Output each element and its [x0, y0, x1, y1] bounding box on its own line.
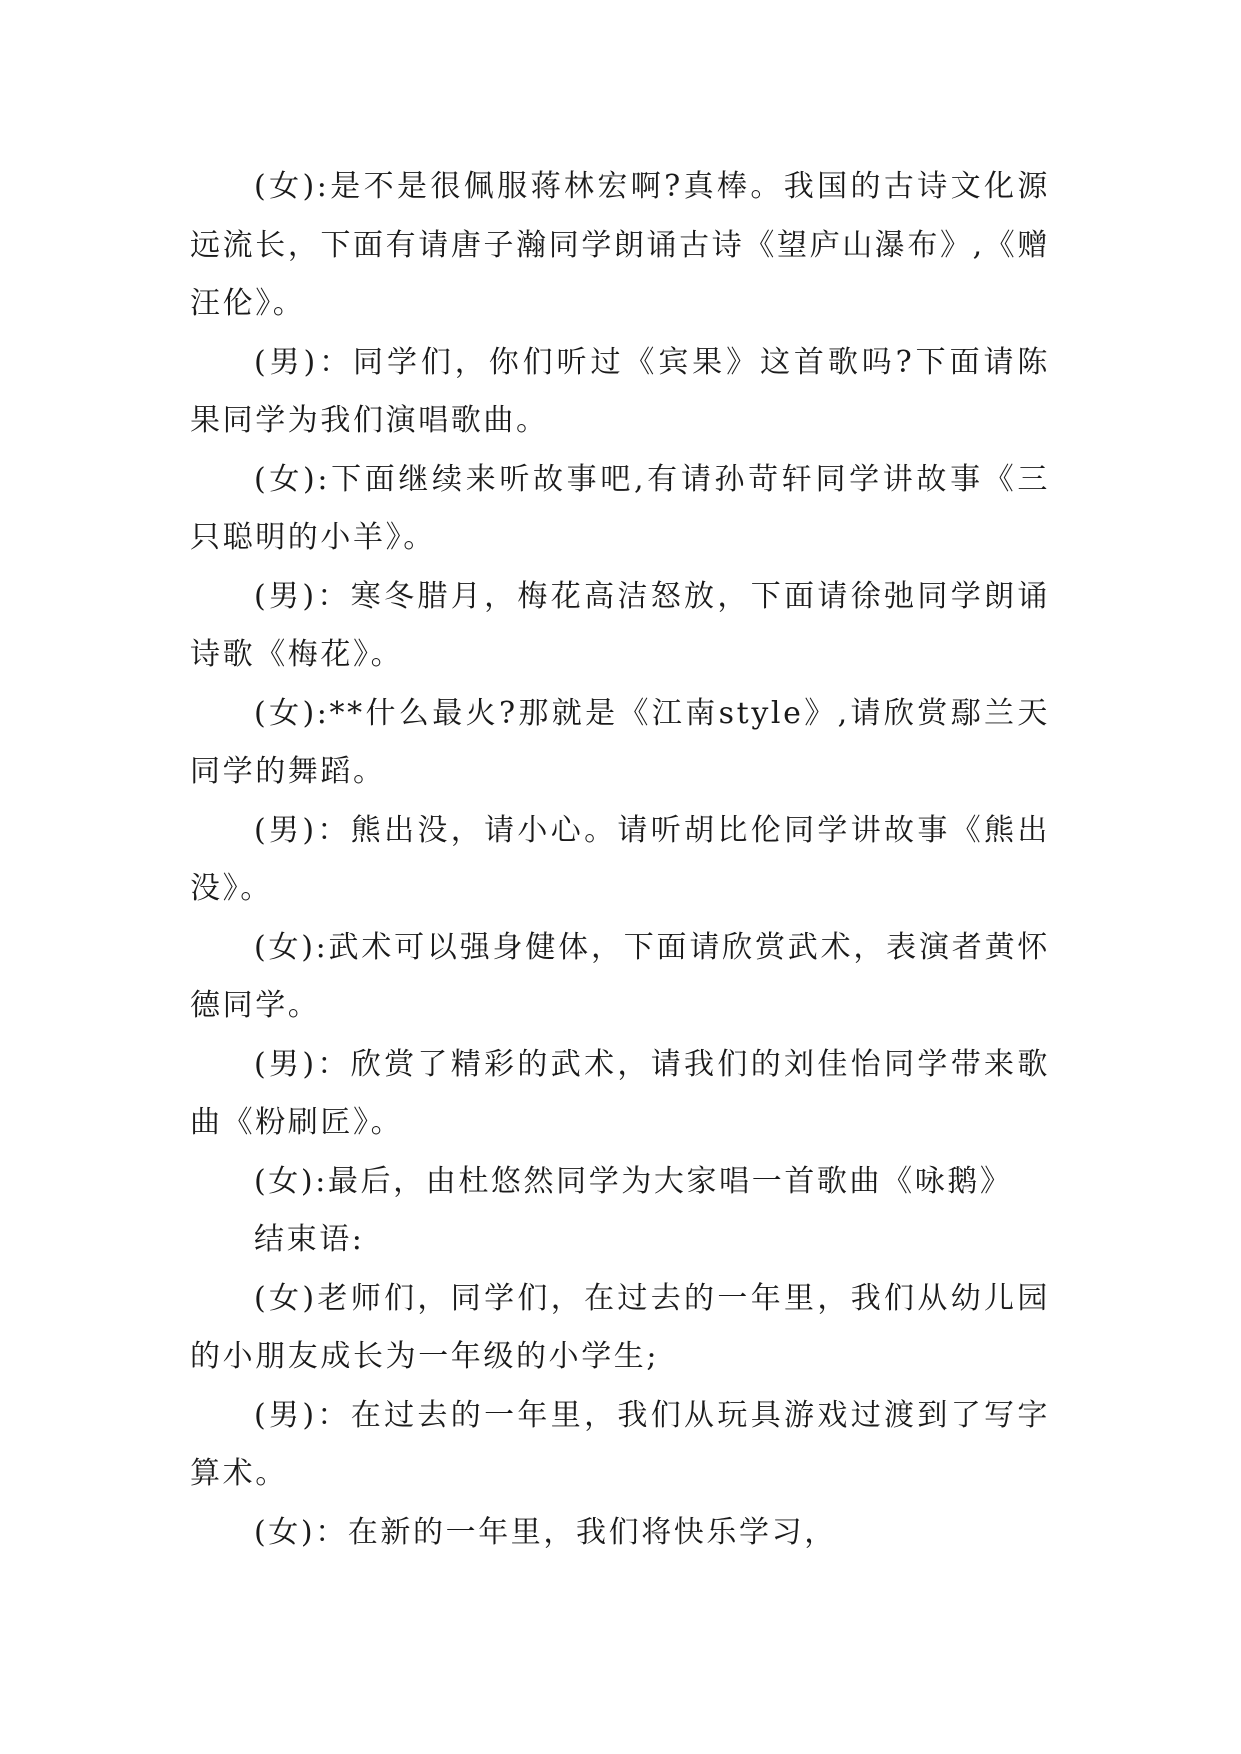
paragraph-female-goose-song: (女):最后，由杜悠然同学为大家唱一首歌曲《咏鹅》 — [254, 1163, 1013, 1199]
paragraph-male-bingo-song: (男)：同学们，你们听过《宾果》这首歌吗?下面请陈果同学为我们演唱歌曲。 — [190, 344, 1050, 438]
paragraph-male-painter-song: (男)：欣赏了精彩的武术，请我们的刘佳怡同学带来歌曲《粉刷匠》。 — [190, 1046, 1050, 1140]
paragraph-female-dance: (女):**什么最火?那就是《江南style》,请欣赏鄢兰天同学的舞蹈。 — [190, 695, 1050, 789]
document-body — [190, 158, 1050, 1562]
paragraph-male-bear-story: (男)：熊出没，请小心。请听胡比伦同学讲故事《熊出没》。 — [190, 812, 1050, 906]
paragraph-male-plum-poem: (男)：寒冬腊月，梅花高洁怒放，下面请徐弛同学朗诵诗歌《梅花》。 — [190, 578, 1050, 672]
paragraph-female-story-sheep: (女):下面继续来听故事吧,有请孙苛轩同学讲故事《三只聪明的小羊》。 — [190, 461, 1050, 555]
paragraph-female-poem-intro: (女):是不是很佩服蒋林宏啊?真棒。我国的古诗文化源远流长，下面有请唐子瀚同学朗诵古诗《望庐山瀑布》,《赠汪伦》。 — [190, 169, 1050, 321]
paragraph-female-martial-arts: (女):武术可以强身健体，下面请欣赏武术，表演者黄怀德同学。 — [190, 929, 1050, 1023]
closing-heading: 结束语: — [254, 1222, 365, 1257]
paragraph-male-closing: (男)：在过去的一年里，我们从玩具游戏过渡到了写字算术。 — [190, 1397, 1050, 1491]
paragraph-female-new-year: (女)：在新的一年里，我们将快乐学习， — [254, 1514, 837, 1550]
paragraph-female-closing: (女)老师们，同学们，在过去的一年里，我们从幼儿园的小朋友成长为一年级的小学生; — [190, 1280, 1050, 1374]
